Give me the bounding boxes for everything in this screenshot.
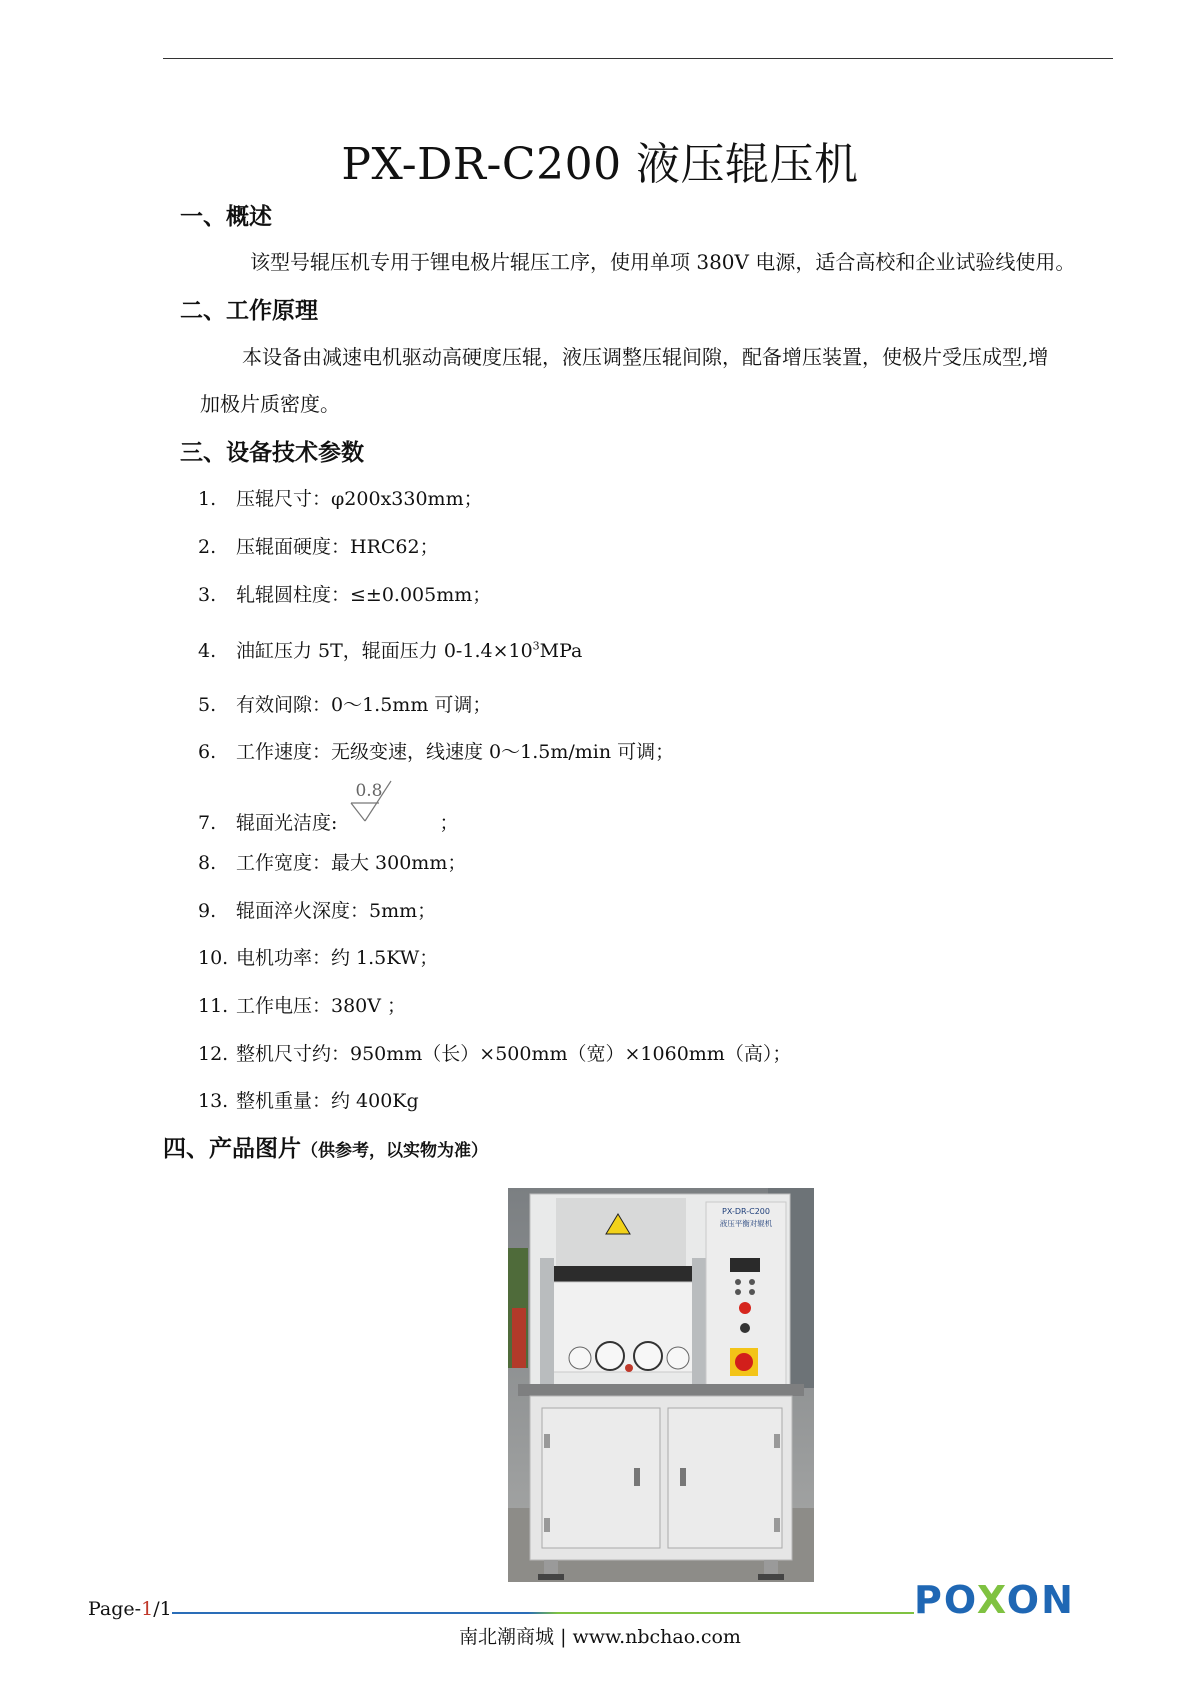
section2-heading: 二、工作原理	[180, 298, 318, 324]
param-item: 2. 压辊面硬度：HRC62；	[198, 536, 439, 558]
section1-heading: 一、概述	[180, 204, 272, 230]
param-item: 11. 工作电压：380V ；	[198, 995, 407, 1017]
surface-finish-symbol	[343, 781, 423, 835]
panel-name-label: 液压平衡对辊机	[719, 1219, 773, 1228]
param-item: 13. 整机重量：约 400Kg	[198, 1090, 419, 1112]
section1-text: 该型号辊压机专用于锂电极片辊压工序，使用单项 380V 电源，适合高校和企业试验线使用。	[250, 250, 1076, 274]
section2-text-line2: 加极片质密度。	[200, 392, 340, 416]
poxon-logo: POXON	[914, 1578, 1075, 1622]
param-item: 7. 辊面光洁度: 0.8 ；	[198, 781, 459, 834]
section3-heading: 三、设备技术参数	[180, 440, 364, 466]
param-item: 8. 工作宽度：最大 300mm；	[198, 852, 467, 874]
product-photo	[508, 1188, 814, 1582]
footer-site[interactable]: 南北潮商城 | www.nbchao.com	[459, 1626, 741, 1648]
footer-rule	[172, 1612, 914, 1614]
page-number: Page-1/1	[88, 1598, 172, 1620]
param-item: 9. 辊面淬火深度：5mm；	[198, 900, 437, 922]
param-item: 6. 工作速度：无级变速，线速度 0～1.5m/min 可调；	[198, 741, 675, 763]
param-item: 1. 压辊尺寸：φ200x330mm；	[198, 488, 483, 510]
document-title: PX-DR-C200 液压辊压机	[341, 139, 859, 190]
section2-text-line1: 本设备由减速电机驱动高硬度压辊，液压调整压辊间隙，配备增压装置，使极片受压成型,增	[242, 345, 1049, 369]
section4-note: （供参考，以实物为准）	[301, 1141, 488, 1161]
param-item: 4. 油缸压力 5T，辊面压力 $0-1.4\times 10^3MPa$	[198, 639, 583, 662]
panel-model-label: PX-DR-C200	[722, 1207, 770, 1216]
param-item: 3. 轧辊圆柱度：≤±0.005mm；	[198, 584, 492, 606]
surface-finish-value: 0.8	[355, 781, 383, 801]
param-item: 10. 电机功率：约 1.5KW；	[198, 947, 439, 969]
param-item: 12. 整机尺寸约：950mm（长）×500mm（宽）×1060mm（高）；	[198, 1043, 792, 1065]
param-item: 5. 有效间隙：0～1.5mm 可调；	[198, 694, 492, 716]
section4-heading: 四、产品图片（供参考，以实物为准）	[163, 1136, 488, 1162]
header-rule	[163, 58, 1113, 59]
